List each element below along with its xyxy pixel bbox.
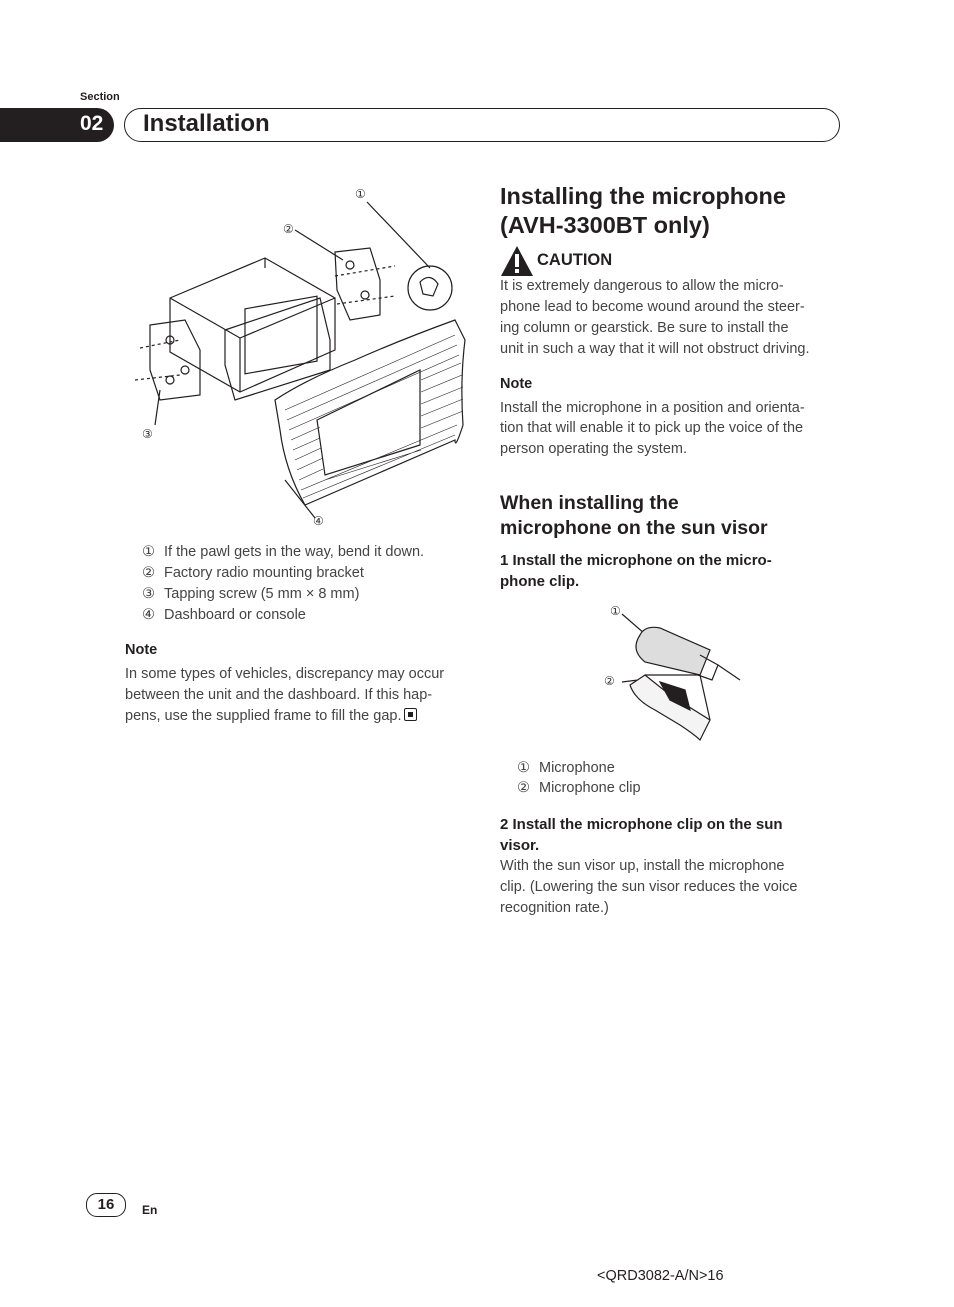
section-number: 02 xyxy=(80,112,104,135)
note-line: between the unit and the dashboard. If this hap- xyxy=(125,687,433,703)
figure2-callout-1: ① xyxy=(610,604,621,618)
page-title: Installing the microphone (AVH-3300BT only) xyxy=(500,183,786,238)
section-title: Installation xyxy=(143,110,270,137)
figure-callout-1: ① xyxy=(355,187,366,201)
caution-line: It is extremely dangerous to allow the micro- xyxy=(500,278,784,294)
figure2-callout-2: ② xyxy=(604,674,615,688)
note-heading: Note xyxy=(125,642,158,658)
figure-callout-2: ② xyxy=(283,222,294,236)
note-line: person operating the system. xyxy=(500,441,687,457)
legend-item: ③ Tapping screw (5 mm × 8 mm) xyxy=(142,586,360,602)
caution-line: unit in such a way that it will not obstruct driving. xyxy=(500,341,810,357)
legend-item: ① Microphone xyxy=(517,760,615,776)
figure-callout-4: ④ xyxy=(313,514,324,528)
figure-callout-3: ③ xyxy=(142,427,153,441)
note-line: In some types of vehicles, discrepancy may occur xyxy=(125,666,445,682)
note-line: pens, use the supplied frame to fill the gap. xyxy=(125,706,417,727)
note-heading: Note xyxy=(500,376,533,392)
legend-item: ② Factory radio mounting bracket xyxy=(142,565,364,581)
legend-item: ① If the pawl gets in the way, bend it down. xyxy=(142,544,425,560)
note-line: tion that will enable it to pick up the voice of the xyxy=(500,420,804,436)
microphone-clip-diagram xyxy=(600,600,750,750)
caution-label: CAUTION xyxy=(537,251,613,269)
note-line: Install the microphone in a position and orienta- xyxy=(500,400,805,416)
caution-line: ing column or gearstick. Be sure to install the xyxy=(500,320,789,336)
step-1: 1 Install the microphone on the micro- phone clip. xyxy=(500,552,772,590)
section-label: Section xyxy=(80,91,120,103)
caution-line: phone lead to become wound around the steer- xyxy=(500,299,805,315)
language-label: En xyxy=(142,1203,158,1217)
end-mark-icon xyxy=(404,708,417,721)
step-2: 2 Install the microphone clip on the sun visor. xyxy=(500,816,783,854)
legend-item: ② Microphone clip xyxy=(517,780,641,796)
warning-icon xyxy=(500,245,534,277)
legend-item: ④ Dashboard or console xyxy=(142,607,306,623)
step2-body-line: recognition rate.) xyxy=(500,900,609,916)
subheading: When installing the microphone on the sun visor xyxy=(500,492,768,539)
document-code: <QRD3082-A/N>16 xyxy=(597,1268,724,1284)
page-number: 16 xyxy=(86,1193,126,1217)
step2-body-line: clip. (Lowering the sun visor reduces the voice xyxy=(500,879,798,895)
installation-diagram xyxy=(125,180,470,535)
step2-body-line: With the sun visor up, install the microphone xyxy=(500,858,785,874)
